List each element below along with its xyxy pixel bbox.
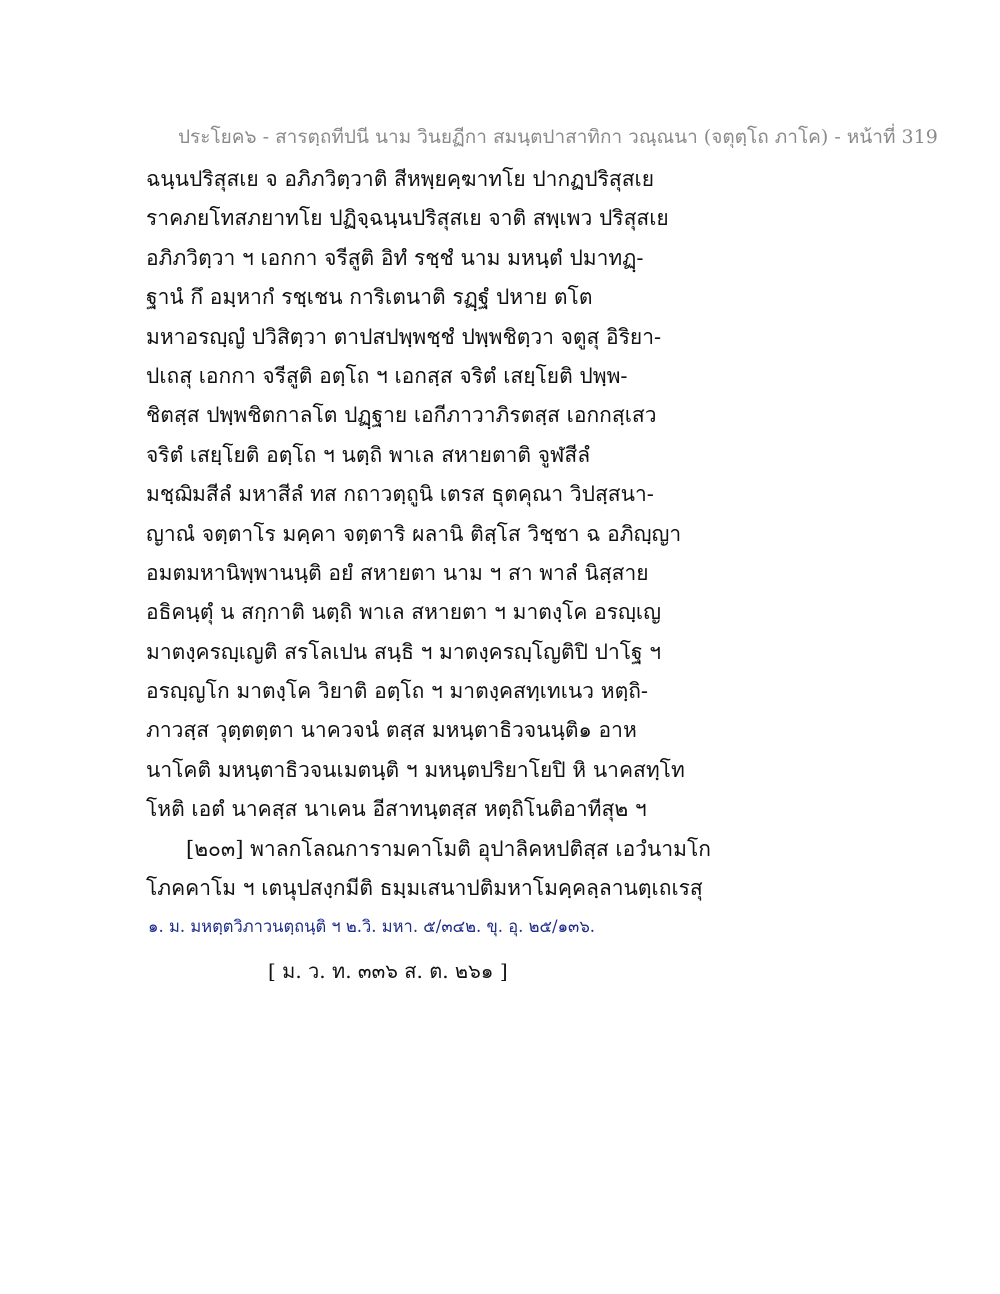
text-line: โหติ เอตํ นาคสฺส นาเคน อีสาทนฺตสฺส หตฺถิโนติอาทีสุ๒ ฯ — [146, 797, 647, 822]
text-line: โภคคาโม ฯ เตนุปสงฺกมีติ ธมฺมเสนาปติมหาโมคฺคลฺลานตฺเถเรสุ — [146, 876, 703, 901]
text-line: อธิคนฺตุํ น สกฺกาติ นตฺถิ พาเล สหายตา ฯ มาตงฺโค อรญฺเญ — [146, 600, 661, 625]
text-line: อมตมหานิพฺพานนฺติ อยํ สหายตา นาม ฯ สา พาลํ นิสฺสาย — [146, 560, 649, 585]
text-line: จริตํ เสยฺโยติ อตฺโถ ฯ นตฺถิ พาเล สหายตาติ จูฬสีลํ — [146, 442, 591, 467]
page-header: ประโยค๖ - สารตฺถทีปนี นาม วินยฏีกา สมนฺตปาสาทิกา วณฺณนา (จตุตฺโถ ภาโค) - หน้าที่ 319 — [178, 126, 938, 148]
page-reference: [ ม. ว. ท. ๓๓๖ ส. ต. ๒๖๑ ] — [268, 959, 508, 983]
text-line: ฐานํ กึ อมฺหากํ รชฺเชน การิเตนาติ รฏฺฐํ ปหาย ตโต — [146, 285, 593, 310]
text-line: ชิตสฺส ปพฺพชิตกาลโต ปฏฺฐาย เอกีภาวาภิรตสฺส เอกกสฺเสว — [146, 403, 657, 428]
text-line: ฉนฺนปริสุสเย จ อภิภวิตฺวาติ สีหพฺยคฺฆาทโย ปากฏปริสุสเย — [146, 167, 655, 191]
text-line: ปเถสุ เอกกา จรีสูติ อตฺโถ ฯ เอกสฺส จริตํ เสยฺโยติ ปพฺพ- — [146, 363, 628, 388]
text-line: มหาอรญฺญํ ปวิสิตฺวา ตาปสปพฺพชฺชํ ปพฺพชิตฺวา จตูสุ อิริยา- — [146, 324, 662, 349]
footnote: ๑. ม. มหตฺตวิภาวนตฺถนฺติ ฯ ๒.วิ. มหา. ๕/๓๔๒. ขุ. อุ. ๒๕/๑๓๖. — [148, 917, 596, 936]
text-line: อภิภวิตฺวา ฯ เอกกา จรีสูติ อิทํ รชฺชํ นาม มหนฺตํ ปมาทฏฺ- — [146, 245, 644, 270]
text-line: ราคภยโทสภยาทโย ปฏิจฺฉนฺนปริสุสเย จาติ สพฺเพว ปริสุสเย — [146, 206, 669, 231]
text-line: อรญฺญโก มาตงฺโค วิยาติ อตฺโถ ฯ มาตงฺคสทฺเทเนว หตฺถิ- — [146, 679, 649, 704]
body-text — [146, 160, 886, 908]
text-line: ญาณํ จตฺตาโร มคฺคา จตฺตาริ ผลานิ ติสฺโส วิชฺชา ฉ อภิญฺญา — [146, 521, 682, 546]
text-line: นาโคติ มหนฺตาธิวจนเมตนฺติ ฯ มหนฺตปริยาโยปิ หิ นาคสทฺโท — [146, 757, 685, 782]
text-line: ภาวสฺส วุตฺตตฺตา นาควจนํ ตสฺส มหนฺตาธิวจนนฺติ๑ อาห — [146, 718, 637, 743]
text-line: มาตงฺครญฺเญติ สรโลเปน สนฺธิ ฯ มาตงฺครญฺโญติปิ ปาโฐ ฯ — [146, 639, 662, 664]
text-line: มชฺฌิมสีลํ มหาสีลํ ทส กถาวตฺถูนิ เตรส ธุตคุณา วิปสฺสนา- — [146, 482, 654, 507]
paragraph-start-line: [๒๐๓] พาลกโลณการามคาโมติ อุปาลิคหปติสฺส เอวํนามโก — [186, 836, 711, 861]
